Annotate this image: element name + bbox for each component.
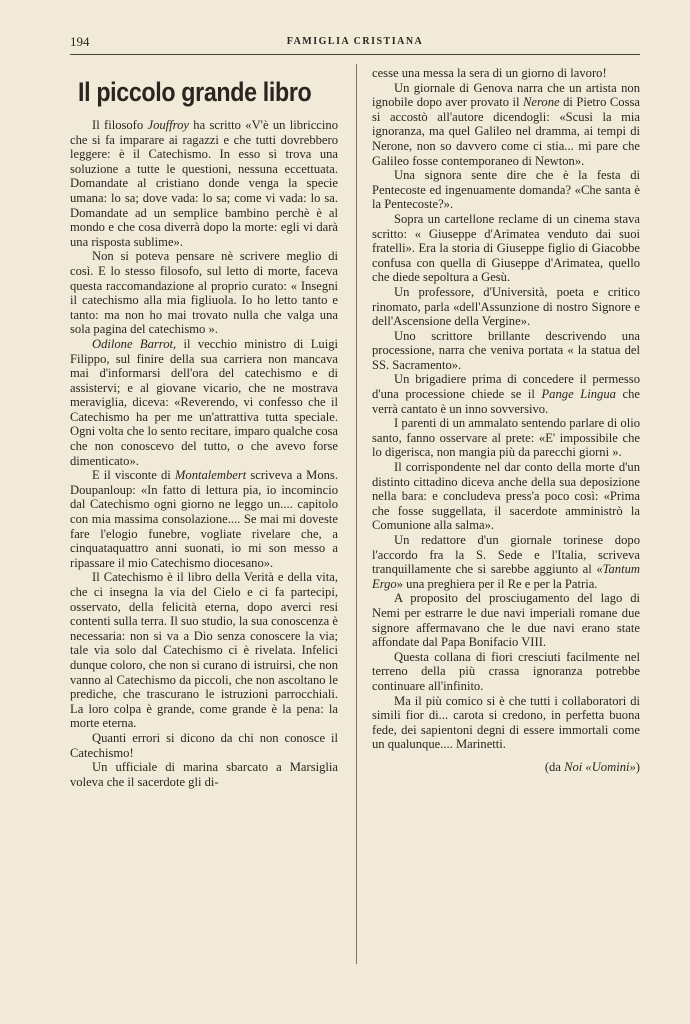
italic-name: Nerone: [522, 95, 560, 110]
source-credit: [372, 760, 640, 775]
credit-prefix: (da: [544, 759, 565, 774]
italic-name: Jouffroy: [147, 118, 189, 132]
page-number: 194: [70, 34, 90, 49]
left-column-body: [70, 118, 338, 789]
article-paragraph: Il filosofo Jouffroy ha scritto «V'è un libriccino che si fa imparare ai ragazzi e che tutti dovrebbero leggere: è il Catechismo. In esso si trova una soluzione a tutte le questioni, nessuna eccettuata. Domandate al cristiano donde venga la specie umana: lo sa; dove vada: lo sa; come vi vada: lo sa. Domandate ad un semplice bambino perchè è al mondo e che cosa diverrà dopo la morte: egli vi darà una risposta sublime».: [70, 118, 338, 249]
article-paragraph: Un giornale di Genova narra che un artista non ignobile dopo aver provato il Nerone di Pietro Cossa si accostò all'autore dicendogli: «Scusi la mia ignoranza, ma quel Galileo nel dramma, ai tempi di Nerone, non so davvero come ci stia... mi pare che Galileo fosse contemporaneo di Newton».: [372, 80, 640, 168]
article-paragraph: Un professore, d'Università, poeta e critico rinomato, parla «dell'Assunzione di nostro Signore e dell'Ascensione della Vergine».: [372, 284, 640, 329]
article-paragraph: I parenti di un ammalato sentendo parlare di olio santo, fanno osservare al prete: «E' impossibile che lo digerisca, non mangia più da parecchi giorni ».: [372, 416, 640, 460]
column-divider: [356, 64, 357, 964]
article-paragraph: Uno scrittore brillante descrivendo una processione, narra che veniva portata « la statua del SS. Sacramento».: [372, 328, 640, 372]
article-paragraph: Il corrispondente nel dar conto della morte d'un distinto cittadino diceva anche della sua deposizione nella bara: e concludeva press'a poco così: «Prima che fosse suggellata, il sacerdote amministrò la Comunione alla salma».: [372, 460, 640, 533]
italic-name: Odilone Barrot: [92, 336, 174, 351]
article-paragraph: Non si poteva pensare nè scrivere meglio di così. E lo stesso filosofo, sul letto di morte, faceva questa raccomandazione al proprio curato: « Insegni il catechismo alla mia figliuola. Io ho letto tanto e tanto: ma non ho mai trovato nulla che valga una sola pagina del catechismo ».: [70, 249, 338, 337]
journal-name: FAMIGLIA CRISTIANA: [286, 36, 424, 47]
running-head: [70, 34, 640, 52]
article-paragraph: Un redattore d'un giornale torinese dopo l'accordo fra la S. Sede e l'Italia, scriveva tranquillamente che si sarebbe aggiunto al «Tantum Ergo» una preghiera per il Re e per la Patria.: [372, 533, 640, 591]
article-paragraph: cesse una messa la sera di un giorno di lavoro!: [372, 66, 607, 80]
article-right-column: [372, 66, 640, 775]
article-paragraph: Il Catechismo è il libro della Verità e della vita, che ci insegna la via del Cielo e ci fa partecipi, osservato, della felicità eterna, dopo averci resi contenti sulla terra. Il suo studio, la sua conoscenza è necessaria: non si va a Dio senza conoscere la via; tale via solo dal Catechismo ci è rivelata. Infelici dunque coloro, che non si curano di istruirsi, che non vanno al Catechismo da piccoli, che non ascoltano le prediche, che trascurano le istruzioni parrocchiali. La loro colpa è grande, come grande è la pena: la morte eterna.: [70, 570, 338, 731]
italic-name: Tantum Ergo: [372, 562, 640, 591]
header-rule: [70, 54, 640, 55]
italic-name: Pange Lingua: [541, 387, 616, 402]
article-paragraph: A proposito del prosciugamento del lago di Nemi per estrarre le due navi imperiali romane due signore affermavano che le due navi erano state affondate dal Papa Bonifacio VIII.: [372, 591, 640, 650]
credit-source: Noi «Uomini»: [564, 759, 636, 774]
article-paragraph: Questa collana di fiori cresciuti facilmente nel terreno della più crassa ignoranza potrebbe continuare all'infinito.: [372, 649, 640, 693]
right-column-body: [372, 66, 640, 752]
article-paragraph: Una signora sente dire che è la festa di Pentecoste ed ingenuamente domanda? «Che santa è la Pentecoste?».: [372, 168, 640, 212]
article-paragraph: E il visconte di Montalembert scriveva a Mons. Doupanloup: «In fatto di lettura pia, io incomincio dal Catechismo ogni giorno ne leggo un.... capitolo con mia massima consolazione.... Se mai mi doveste fare l'elogio funebre, vogliate rivelare che, a cinquataquattro anni suonati, io mi son messo a ripassare il mio Catechismo diocesano».: [70, 468, 338, 570]
article-paragraph: Un brigadiere prima di concedere il permesso d'una processione chiede se il Pange Lingua che verrà cantato è un inno sovversivo.: [372, 372, 640, 416]
article-paragraph: Ma il più comico si è che tutti i collaboratori di simili fior di... carota si credono, in perfetta buona fede, dei sapientoni degni di essere immortali come un qualunque.... Marinetti.: [372, 693, 640, 752]
article-paragraph: Quanti errori si dicono da chi non conosce il Catechismo!: [70, 730, 338, 760]
article-paragraph: Odilone Barrot, il vecchio ministro di Luigi Filippo, sul finire della sua carriera non mancava mai d'informarsi dell'ora del catechismo e di assistervi; e al giovane vicario, che ne mostrava meraviglia, diceva: «Reverendo, vi confesso che il Catechismo ha per me un'attrattiva tutta speciale. Ogni volta che lo sento recitare, imparo qualche cosa che non conoscevo del tutto, o che avevo forse dimenticato».: [70, 336, 339, 468]
article-paragraph: Sopra un cartellone reclame di un cinema stava scritto: « Giuseppe d'Arimatea venduto dai suoi fratelli». Era la storia di Giuseppe figlio di Giacobbe confusa con quella di Giuseppe d'Arimatea, quello che diede sepoltura a Gesù.: [372, 211, 640, 285]
article-title: Il piccolo grande libro: [78, 77, 312, 107]
credit-suffix: ): [635, 759, 640, 774]
article-left-column: [70, 66, 338, 789]
article-paragraph: Un ufficiale di marina sbarcato a Marsiglia voleva che il sacerdote gli di-: [70, 760, 338, 789]
italic-name: Montalembert: [174, 468, 247, 483]
